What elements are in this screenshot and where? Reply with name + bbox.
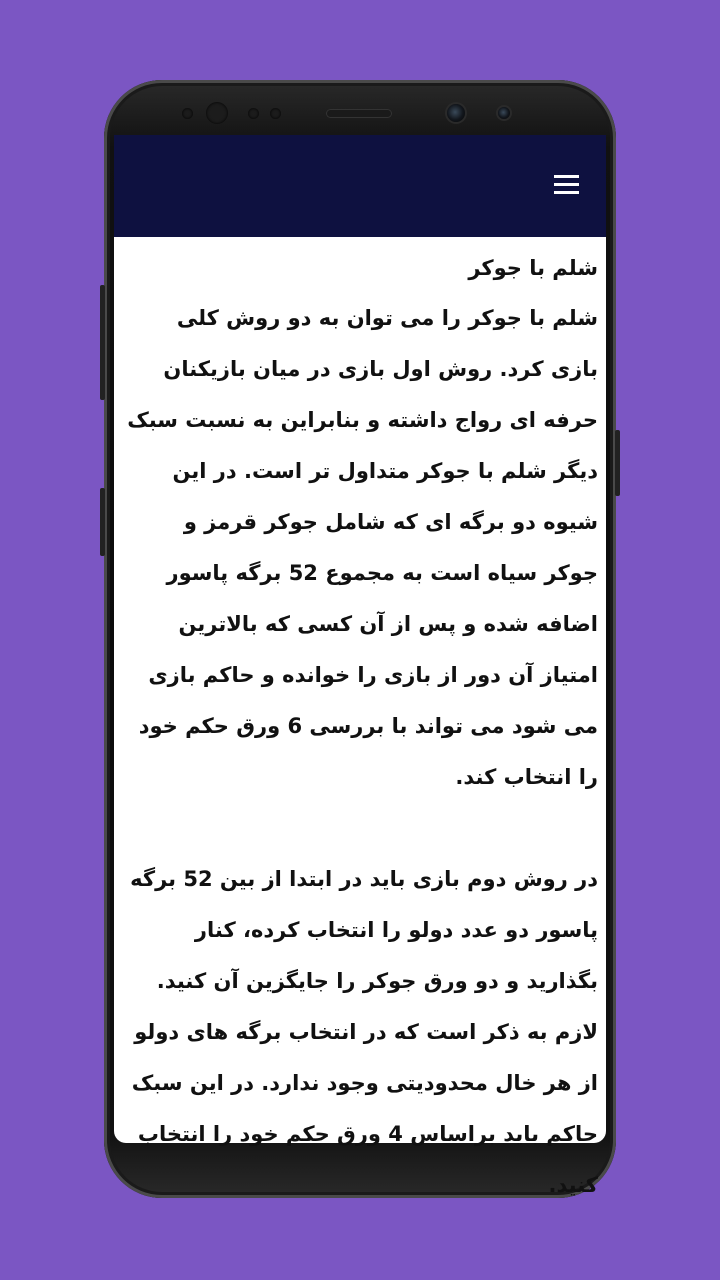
article-content	[124, 249, 598, 1211]
front-camera-icon	[498, 107, 510, 119]
paragraph-spacer	[124, 803, 598, 854]
phone-side-button-left-2	[100, 488, 105, 556]
app-screen	[114, 135, 606, 1197]
front-camera-icon	[447, 104, 465, 122]
article-paragraph: شلم با جوکر را می توان به دو روش کلی بازی کرد. روش اول بازی در میان بازیکنان حرفه ای رواج داشته و بنابراین به نسبت سبک دیگر شلم با جوکر متداول تر است. در این شیوه دو برگه ای که شامل جوکر قرمز و جوکر سیاه است به مجموع 52 برگه پاسور اضافه شده و پس از آن کسی که بالاترین امتیاز آن دور از بازی را خوانده و حاکم بازی می شود می تواند با بررسی 6 ورق حکم خود را انتخاب کند.	[127, 306, 598, 789]
hamburger-menu-icon[interactable]	[552, 173, 582, 199]
phone-side-button-right	[615, 430, 620, 496]
article-paragraph: در روش دوم بازی باید در ابتدا از بین 52 برگه پاسور دو عدد دولو را انتخاب کرده، کنار بگذارید و دو ورق جوکر را جایگزین آن کنید. لازم به ذکر است که در انتخاب برگه های دولو از هر خال محدودیتی وجود ندارد. در این سبک حاکم باید براساس 4 ورق حکم خود را انتخاب کنید.	[130, 867, 598, 1197]
phone-side-button-left-1	[100, 285, 105, 400]
front-sensor-icon	[206, 102, 228, 124]
front-sensor-icon	[248, 108, 259, 119]
app-bar	[114, 135, 606, 237]
front-sensor-icon	[182, 108, 193, 119]
front-sensor-icon	[270, 108, 281, 119]
article-title: شلم با جوکر	[468, 256, 598, 280]
earpiece-speaker	[326, 109, 392, 118]
